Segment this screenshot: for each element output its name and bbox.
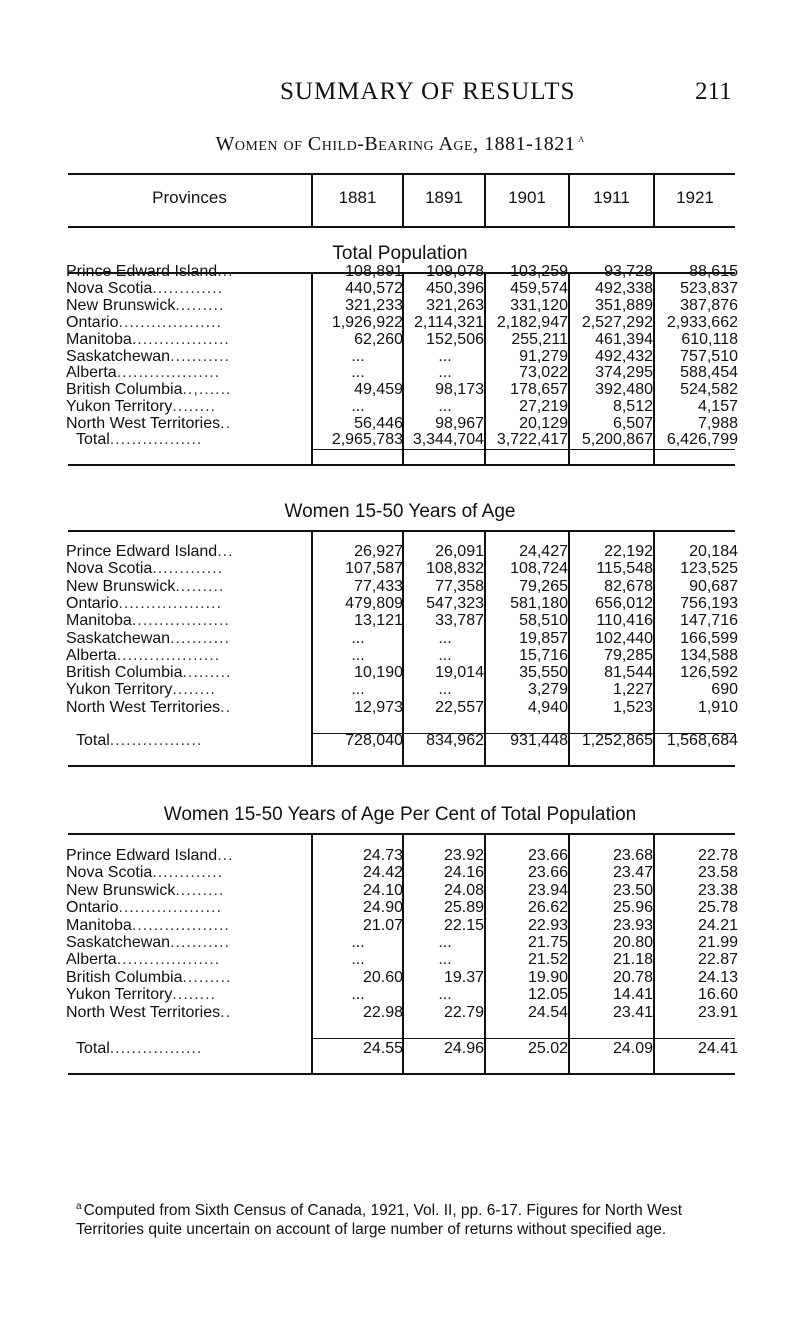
table-cell: 23.58 — [697, 864, 738, 881]
table-cell: 6,426,799 — [666, 431, 738, 448]
table-cell: 24.54 — [527, 1004, 568, 1021]
row-label — [66, 1003, 309, 1023]
table-cell: 77,433 — [354, 578, 403, 595]
table-cell: ... — [351, 398, 365, 415]
table-cell: 523,837 — [680, 280, 738, 297]
table-cell: 7,988 — [697, 415, 738, 432]
table-cell: 77,358 — [435, 578, 484, 595]
row-label — [76, 1039, 319, 1059]
row-label-text: Nova Scotia — [66, 560, 153, 577]
leader-dots: ........... — [170, 630, 230, 647]
table-cell: 23.68 — [612, 847, 653, 864]
table-cell: 24.13 — [697, 969, 738, 986]
table-cell: 23.93 — [612, 917, 653, 934]
table-cell: 656,012 — [595, 595, 653, 612]
row-label-text: Ontario — [66, 314, 119, 331]
table-cell: ... — [438, 647, 452, 664]
table-cell: 2,114,321 — [414, 314, 484, 331]
table-cell: 21.52 — [527, 951, 568, 968]
leader-dots: ................... — [118, 899, 222, 916]
table-row — [0, 985, 800, 1005]
table-cell: 152,506 — [426, 331, 484, 348]
row-label — [66, 680, 309, 700]
row-label-text: Manitoba — [66, 612, 132, 629]
row-label-text: North West Territories — [66, 415, 221, 432]
table-cell: ... — [351, 348, 365, 365]
row-label-text: British Columbia — [66, 969, 183, 986]
table-cell: 25.78 — [697, 899, 738, 916]
row-label-text: Manitoba — [66, 917, 132, 934]
leader-dots: ......... — [175, 297, 225, 314]
table-cell: ... — [351, 934, 365, 951]
row-label-text: Yukon Territory — [66, 398, 173, 415]
table-cell: 524,582 — [680, 381, 738, 398]
table-cell: 123,525 — [680, 560, 738, 577]
table-cell: 24.09 — [612, 1040, 653, 1057]
table-cell: 49,459 — [354, 381, 403, 398]
table-cell: 4,157 — [697, 398, 738, 415]
table-cell: 23.38 — [697, 882, 738, 899]
table-cell: 110,416 — [596, 612, 653, 629]
row-label-text: Saskatchewan — [66, 630, 171, 647]
table-cell: 115,548 — [596, 560, 653, 577]
table-cell: 24.42 — [362, 864, 403, 881]
table-cell: 79,265 — [519, 578, 568, 595]
table-cell: 56,446 — [354, 415, 403, 432]
table-cell: 479,809 — [345, 595, 403, 612]
table-cell: 22.93 — [527, 917, 568, 934]
table-cell: 15,716 — [519, 647, 568, 664]
row-label — [76, 731, 319, 751]
table-cell: 109,078 — [426, 263, 484, 280]
leader-dots: ............. — [152, 864, 224, 881]
section-bottom-rule — [68, 464, 735, 466]
row-label — [66, 611, 309, 631]
section-bottom-rule — [68, 765, 735, 767]
table-cell: 126,592 — [680, 664, 738, 681]
table-cell: 107,587 — [345, 560, 403, 577]
table-cell: ... — [351, 364, 365, 381]
table-cell: 690 — [711, 681, 738, 698]
footnote — [76, 1197, 746, 1239]
table-cell: 103,259 — [510, 263, 568, 280]
leader-dots: ................... — [116, 951, 221, 968]
header-year-1891: 1891 — [425, 188, 463, 207]
table-cell: 461,394 — [595, 331, 653, 348]
table-cell: 459,574 — [510, 280, 568, 297]
leader-dots: .................. — [131, 331, 230, 348]
table-cell: 22.15 — [443, 917, 484, 934]
table-cell: 331,120 — [510, 297, 568, 314]
table-cell: 374,295 — [595, 364, 653, 381]
leader-dots: ........ — [172, 681, 216, 698]
table-cell: 19.37 — [443, 969, 484, 986]
table-cell: ... — [438, 986, 452, 1003]
table-cell: 16.60 — [697, 986, 738, 1003]
table-cell: 21.75 — [527, 934, 568, 951]
header-year-1881: 1881 — [338, 188, 377, 207]
table-cell: 12,973 — [354, 699, 403, 716]
table-cell: 22.98 — [362, 1004, 403, 1021]
table-cell: 610,118 — [681, 331, 738, 348]
table-cell: 2,933,662 — [666, 314, 738, 331]
table-cell: 22.87 — [697, 951, 738, 968]
table-cell: 24.10 — [362, 882, 403, 899]
leader-dots: .. — [220, 1004, 232, 1021]
leader-dots: .................. — [131, 612, 230, 629]
leader-dots: .................. — [131, 917, 230, 934]
table-cell: 73,022 — [519, 364, 568, 381]
leader-dots: ................... — [116, 364, 221, 381]
table-cell: 178,657 — [510, 381, 568, 398]
row-label-text: Yukon Territory — [66, 986, 173, 1003]
table-cell: 25.02 — [527, 1040, 568, 1057]
row-label-text: Ontario — [66, 899, 119, 916]
table-cell: 19.90 — [527, 969, 568, 986]
leader-dots: ........ — [172, 986, 216, 1003]
table-cell: 321,233 — [345, 297, 403, 314]
row-label-text: Total — [76, 1040, 110, 1057]
table-cell: 10,190 — [354, 664, 403, 681]
table-cell: ... — [351, 630, 365, 647]
table-cell: 8,512 — [612, 398, 653, 415]
table-cell: 23.91 — [697, 1004, 738, 1021]
header-year-1911: 1911 — [593, 188, 630, 207]
table-cell: 27,219 — [519, 398, 568, 415]
table-cell: 547,323 — [426, 595, 484, 612]
table-cell: 147,716 — [680, 612, 738, 629]
footnote-marker: a — [76, 1201, 82, 1212]
table-cell: 90,687 — [689, 578, 738, 595]
table-cell: 24.96 — [443, 1040, 484, 1057]
table-row — [0, 680, 800, 700]
leader-dots: .. — [220, 415, 232, 432]
table-cell: 581,180 — [510, 595, 568, 612]
table-cell: 24.41 — [697, 1040, 738, 1057]
table-cell: 728,040 — [345, 732, 403, 749]
leader-dots: ........... — [170, 934, 230, 951]
table-cell: 91,279 — [519, 348, 568, 365]
table-cell: ... — [438, 364, 452, 381]
table-row — [0, 611, 800, 631]
title-note-marker: a — [578, 133, 585, 146]
table-cell: 351,889 — [595, 297, 653, 314]
table-cell: ... — [438, 348, 452, 365]
leader-dots: .. — [220, 699, 232, 716]
running-title: SUMMARY OF RESULTS — [280, 78, 576, 105]
row-label-text: Total — [76, 732, 110, 749]
table-cell: 321,263 — [426, 297, 484, 314]
leader-dots: ........... — [170, 348, 230, 365]
table-row — [0, 863, 800, 883]
table-cell: 102,440 — [595, 630, 653, 647]
table-cell: 24,427 — [519, 543, 568, 560]
table-cell: 24.16 — [443, 864, 484, 881]
leader-dots: ..,...... — [182, 381, 232, 398]
table-cell: 25.89 — [443, 899, 484, 916]
table-cell: 24.73 — [362, 847, 403, 864]
table-cell: 834,962 — [426, 732, 484, 749]
leader-dots: ................... — [118, 314, 222, 331]
row-label — [66, 985, 309, 1005]
leader-dots: ................. — [109, 431, 203, 448]
table-cell: 757,510 — [680, 348, 738, 365]
leader-dots: ................. — [109, 1040, 203, 1057]
table-cell: 23.66 — [527, 864, 568, 881]
leader-dots: ................... — [116, 647, 221, 664]
table-cell: 26.62 — [527, 899, 568, 916]
table-cell: 24.08 — [443, 882, 484, 899]
table-cell: 3,344,704 — [412, 431, 484, 448]
row-label-text: British Columbia — [66, 381, 183, 398]
row-label-text: Saskatchewan — [66, 348, 171, 365]
table-cell: 108,724 — [510, 560, 568, 577]
section-title: Women 15-50 Years of Age Per Cent of Total Population — [163, 804, 637, 825]
table-cell: 756,193 — [680, 595, 738, 612]
total-row — [0, 731, 800, 751]
table-cell: 108,891 — [345, 263, 403, 280]
leader-dots: ......... — [182, 664, 232, 681]
table-cell: ... — [351, 647, 365, 664]
table-cell: 392,480 — [595, 381, 653, 398]
row-label-text: New Brunswick — [66, 882, 176, 899]
table-cell: ... — [438, 951, 452, 968]
table-cell: ... — [438, 630, 452, 647]
row-label — [66, 559, 309, 579]
table-cell: 19,014 — [435, 664, 484, 681]
table-cell: 24.90 — [362, 899, 403, 916]
table-row — [0, 698, 800, 718]
table-cell: 26,927 — [354, 543, 403, 560]
table-cell: 166,599 — [680, 630, 738, 647]
table-cell: 1,523 — [612, 699, 653, 716]
table-cell: 24.21 — [697, 917, 738, 934]
table-cell: 23.92 — [443, 847, 484, 864]
table-cell: 20.80 — [612, 934, 653, 951]
table-cell: 3,722,417 — [496, 431, 568, 448]
table-cell: 255,211 — [511, 331, 568, 348]
table-title-text: Women of Child-Bearing Age, 1881-1821 — [215, 133, 576, 155]
row-label-text: New Brunswick — [66, 297, 176, 314]
header-year-1901: 1901 — [508, 188, 546, 207]
table-cell: 12.05 — [527, 986, 568, 1003]
table-cell: 1,926,922 — [331, 314, 403, 331]
table-cell: 6,507 — [612, 415, 653, 432]
leader-dots: ... — [217, 543, 234, 560]
table-cell: 14.41 — [612, 986, 653, 1003]
table-cell: ... — [351, 951, 365, 968]
row-label-text: Alberta — [66, 951, 117, 968]
leader-dots: ................. — [109, 732, 203, 749]
table-row — [0, 559, 800, 579]
table-cell: 62,260 — [354, 331, 403, 348]
table-cell: 93,728 — [604, 263, 653, 280]
row-label — [66, 950, 309, 970]
table-cell: 1,227 — [612, 681, 653, 698]
leader-dots: ........ — [172, 398, 216, 415]
table-cell: 492,432 — [595, 348, 653, 365]
table-cell: 22,192 — [604, 543, 653, 560]
table-cell: 450,396 — [426, 280, 484, 297]
section-title: Total Population — [332, 243, 468, 264]
leader-dots: ......... — [182, 969, 232, 986]
row-label-text: Prince Edward Island — [66, 847, 218, 864]
table-cell: 4,940 — [527, 699, 568, 716]
row-label-text: British Columbia — [66, 664, 183, 681]
table-cell: 58,510 — [519, 612, 568, 629]
table-cell: 1,568,684 — [666, 732, 738, 749]
table-cell: ... — [351, 986, 365, 1003]
table-cell: 19,857 — [519, 630, 568, 647]
table-cell: 88,615 — [689, 263, 738, 280]
leader-dots: ......... — [175, 578, 225, 595]
leader-dots: ................... — [118, 595, 222, 612]
table-cell: ... — [351, 681, 365, 698]
table-cell: 5,200,867 — [581, 431, 653, 448]
row-label-text: Alberta — [66, 364, 117, 381]
table-row — [0, 950, 800, 970]
row-label-text: Ontario — [66, 595, 119, 612]
table-cell: 98,173 — [435, 381, 484, 398]
table-cell: 21.18 — [612, 951, 653, 968]
table-cell: 1,252,865 — [581, 732, 653, 749]
table-cell: 108,832 — [426, 560, 484, 577]
table-row — [0, 1003, 800, 1023]
table-cell: 81,544 — [604, 664, 653, 681]
row-label-text: Saskatchewan — [66, 934, 171, 951]
leader-dots: ............. — [152, 560, 224, 577]
row-label-text: Yukon Territory — [66, 681, 173, 698]
table-cell: 2,965,783 — [331, 431, 403, 448]
table-cell: 13,121 — [354, 612, 403, 629]
row-label-text: North West Territories — [66, 1004, 221, 1021]
table-cell: 98,967 — [435, 415, 484, 432]
row-label-text: Nova Scotia — [66, 280, 153, 297]
table-cell: 23.50 — [612, 882, 653, 899]
table-cell: 22,557 — [435, 699, 484, 716]
table-cell: ... — [438, 681, 452, 698]
table-cell: 134,588 — [680, 647, 738, 664]
section-title: Women 15-50 Years of Age — [284, 501, 516, 522]
row-label-text: Alberta — [66, 647, 117, 664]
table-cell: 2,182,947 — [496, 314, 568, 331]
table-cell: 588,454 — [680, 364, 738, 381]
row-label — [76, 430, 319, 450]
row-label-text: Prince Edward Island — [66, 543, 218, 560]
table-title — [0, 133, 800, 156]
row-label-text: New Brunswick — [66, 578, 176, 595]
table-cell: 23.47 — [612, 864, 653, 881]
leader-dots: ... — [217, 263, 234, 280]
table-cell: 35,550 — [519, 664, 568, 681]
table-cell: 25.96 — [612, 899, 653, 916]
table-cell: 23.66 — [527, 847, 568, 864]
table-cell: 79,285 — [604, 647, 653, 664]
table-row — [0, 898, 800, 918]
header-provinces: Provinces — [152, 188, 227, 207]
table-cell: 492,338 — [595, 280, 653, 297]
table-cell: 26,091 — [435, 543, 484, 560]
row-label-text: Nova Scotia — [66, 864, 153, 881]
table-cell: 22.79 — [443, 1004, 484, 1021]
row-label-text: Total — [76, 431, 110, 448]
table-cell: 20,129 — [519, 415, 568, 432]
row-label-text: North West Territories — [66, 699, 221, 716]
table-cell: 20.60 — [362, 969, 403, 986]
table-cell: 23.94 — [527, 882, 568, 899]
table-cell: 24.55 — [362, 1040, 403, 1057]
table-cell: 21.99 — [697, 934, 738, 951]
row-label-text: Prince Edward Island — [66, 263, 218, 280]
table-cell: 22.78 — [697, 847, 738, 864]
row-label — [66, 698, 309, 718]
table-cell: 440,572 — [345, 280, 403, 297]
section-bottom-rule — [68, 1073, 735, 1075]
table-cell: 82,678 — [604, 578, 653, 595]
table-cell: 1,910 — [697, 699, 738, 716]
table-cell: 387,876 — [680, 297, 738, 314]
page-number: 211 — [695, 78, 732, 105]
table-cell: 2,527,292 — [581, 314, 653, 331]
row-label — [66, 863, 309, 883]
row-label — [66, 898, 309, 918]
table-cell: 20.78 — [612, 969, 653, 986]
total-row — [0, 1039, 800, 1059]
table-cell: 33,787 — [435, 612, 484, 629]
footnote-text: Computed from Sixth Census of Canada, 1921, Vol. II, pp. 6-17. Figures for North West Territories quite uncertain on account of large number of returns without specified age. — [76, 1202, 683, 1239]
leader-dots: ............. — [152, 280, 224, 297]
table-cell: 23.41 — [612, 1004, 653, 1021]
table-cell: ... — [438, 398, 452, 415]
row-label-text: Manitoba — [66, 331, 132, 348]
header-year-1921: 1921 — [676, 188, 714, 207]
table-cell: 931,448 — [510, 732, 568, 749]
table-cell: 3,279 — [527, 681, 568, 698]
table-cell: ... — [438, 934, 452, 951]
table-cell: 21.07 — [362, 917, 403, 934]
leader-dots: ......... — [175, 882, 225, 899]
running-head — [0, 78, 800, 112]
leader-dots: ... — [217, 847, 234, 864]
table-cell: 20,184 — [689, 543, 738, 560]
total-row — [0, 430, 800, 450]
